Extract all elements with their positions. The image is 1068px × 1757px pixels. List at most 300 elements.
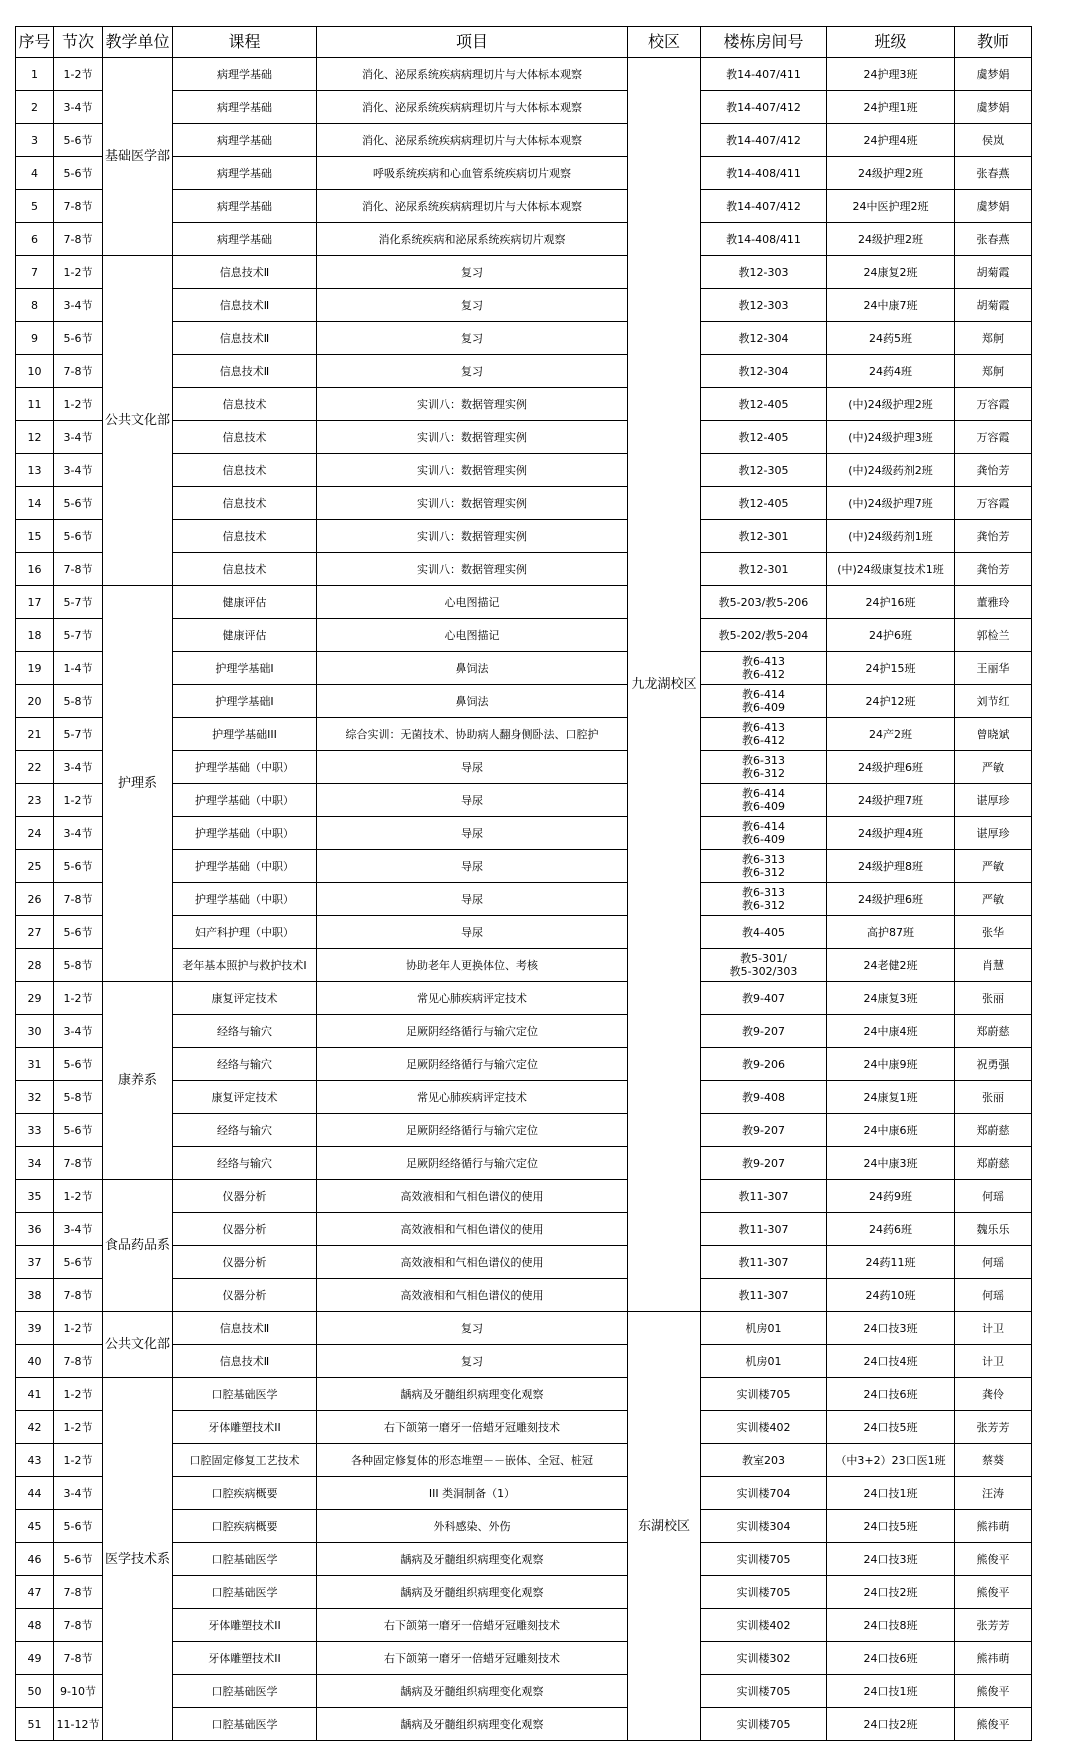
row-course: 口腔疾病概要 bbox=[173, 1510, 317, 1543]
row-course: 口腔基础医学 bbox=[173, 1378, 317, 1411]
row-class: 24口技5班 bbox=[827, 1510, 955, 1543]
row-number: 21 bbox=[16, 718, 54, 751]
row-item: 心电图描记 bbox=[317, 586, 628, 619]
row-item: III 类洞制备（1） bbox=[317, 1477, 628, 1510]
row-room: 教12-304 bbox=[701, 355, 827, 388]
table-row bbox=[16, 586, 1032, 619]
row-campus: 九龙湖校区 bbox=[628, 58, 701, 1312]
row-class: (中)24级康复技术1班 bbox=[827, 553, 955, 586]
row-number: 6 bbox=[16, 223, 54, 256]
row-item: 足厥阴经络循行与输穴定位 bbox=[317, 1147, 628, 1180]
row-room: 教6-313 教6-312 bbox=[701, 751, 827, 784]
row-period: 7-8节 bbox=[54, 883, 103, 916]
row-course: 仪器分析 bbox=[173, 1279, 317, 1312]
row-item: 消化、泌尿系统疾病病理切片与大体标本观察 bbox=[317, 58, 628, 91]
row-number: 39 bbox=[16, 1312, 54, 1345]
row-course: 信息技术Ⅱ bbox=[173, 355, 317, 388]
row-room: 教14-407/411 bbox=[701, 58, 827, 91]
row-room: 教6-414 教6-409 bbox=[701, 784, 827, 817]
row-number: 18 bbox=[16, 619, 54, 652]
row-room: 教12-301 bbox=[701, 553, 827, 586]
row-course: 口腔基础医学 bbox=[173, 1543, 317, 1576]
row-teacher: 熊俊平 bbox=[955, 1675, 1032, 1708]
row-class: 24口技1班 bbox=[827, 1477, 955, 1510]
row-teacher: 虞梦娟 bbox=[955, 91, 1032, 124]
row-teacher: 谌厚珍 bbox=[955, 817, 1032, 850]
row-item: 龋病及牙髓组织病理变化观察 bbox=[317, 1543, 628, 1576]
row-class: (中)24级药剂1班 bbox=[827, 520, 955, 553]
row-room: 教9-207 bbox=[701, 1147, 827, 1180]
row-teacher: 胡菊霞 bbox=[955, 256, 1032, 289]
row-item: 复习 bbox=[317, 256, 628, 289]
row-number: 31 bbox=[16, 1048, 54, 1081]
row-item: 实训八：数据管理实例 bbox=[317, 553, 628, 586]
row-course: 护理学基础（中职） bbox=[173, 850, 317, 883]
row-teacher: 熊祎萌 bbox=[955, 1510, 1032, 1543]
row-teacher: 张芳芳 bbox=[955, 1609, 1032, 1642]
row-teacher: 张春燕 bbox=[955, 223, 1032, 256]
row-teacher: 严敏 bbox=[955, 751, 1032, 784]
row-room: 教5-301/ 教5-302/303 bbox=[701, 949, 827, 982]
table-row bbox=[16, 256, 1032, 289]
row-period: 7-8节 bbox=[54, 1576, 103, 1609]
row-number: 13 bbox=[16, 454, 54, 487]
row-item: 导尿 bbox=[317, 916, 628, 949]
row-course: 信息技术 bbox=[173, 454, 317, 487]
schedule-body bbox=[16, 58, 1032, 1741]
row-teacher: 郑蔚慈 bbox=[955, 1114, 1032, 1147]
row-item: 消化、泌尿系统疾病病理切片与大体标本观察 bbox=[317, 124, 628, 157]
row-item: 鼻饲法 bbox=[317, 652, 628, 685]
row-number: 34 bbox=[16, 1147, 54, 1180]
row-number: 23 bbox=[16, 784, 54, 817]
row-item: 消化、泌尿系统疾病病理切片与大体标本观察 bbox=[317, 190, 628, 223]
row-teacher: 熊祎萌 bbox=[955, 1642, 1032, 1675]
row-course: 牙体雕塑技术II bbox=[173, 1642, 317, 1675]
row-class: 24口技6班 bbox=[827, 1378, 955, 1411]
row-course: 健康评估 bbox=[173, 586, 317, 619]
row-room: 教12-405 bbox=[701, 421, 827, 454]
row-room: 实训楼705 bbox=[701, 1576, 827, 1609]
row-class: 24护12班 bbox=[827, 685, 955, 718]
row-teacher: 龚怡芳 bbox=[955, 553, 1032, 586]
row-room: 教9-207 bbox=[701, 1015, 827, 1048]
row-course: 口腔基础医学 bbox=[173, 1708, 317, 1741]
row-teacher: 万容霞 bbox=[955, 421, 1032, 454]
row-period: 3-4节 bbox=[54, 421, 103, 454]
row-teacher: 万容霞 bbox=[955, 487, 1032, 520]
row-class: 24口技2班 bbox=[827, 1708, 955, 1741]
row-item: 消化、泌尿系统疾病病理切片与大体标本观察 bbox=[317, 91, 628, 124]
row-course: 口腔基础医学 bbox=[173, 1675, 317, 1708]
row-period: 1-2节 bbox=[54, 58, 103, 91]
row-room: 教11-307 bbox=[701, 1180, 827, 1213]
row-unit: 康养系 bbox=[103, 982, 173, 1180]
row-number: 17 bbox=[16, 586, 54, 619]
row-teacher: 计卫 bbox=[955, 1345, 1032, 1378]
row-item: 导尿 bbox=[317, 751, 628, 784]
row-period: 3-4节 bbox=[54, 1015, 103, 1048]
row-room: 教14-408/411 bbox=[701, 223, 827, 256]
row-period: 7-8节 bbox=[54, 1279, 103, 1312]
row-course: 经络与输穴 bbox=[173, 1048, 317, 1081]
row-period: 5-8节 bbox=[54, 949, 103, 982]
row-course: 病理学基础 bbox=[173, 124, 317, 157]
row-number: 11 bbox=[16, 388, 54, 421]
row-course: 护理学基础（中职） bbox=[173, 751, 317, 784]
row-teacher: 郑蔚慈 bbox=[955, 1147, 1032, 1180]
row-item: 足厥阴经络循行与输穴定位 bbox=[317, 1114, 628, 1147]
row-item: 实训八：数据管理实例 bbox=[317, 520, 628, 553]
row-teacher: 张芳芳 bbox=[955, 1411, 1032, 1444]
row-class: 24口技6班 bbox=[827, 1642, 955, 1675]
row-class: (中)24级护理2班 bbox=[827, 388, 955, 421]
row-number: 46 bbox=[16, 1543, 54, 1576]
row-course: 护理学基础（中职） bbox=[173, 817, 317, 850]
row-teacher: 祝勇强 bbox=[955, 1048, 1032, 1081]
row-period: 1-2节 bbox=[54, 1312, 103, 1345]
row-course: 老年基本照护与救护技术I bbox=[173, 949, 317, 982]
row-room: 教9-408 bbox=[701, 1081, 827, 1114]
row-period: 7-8节 bbox=[54, 190, 103, 223]
header-item: 项目 bbox=[317, 27, 628, 58]
row-room: 教11-307 bbox=[701, 1213, 827, 1246]
row-class: 24康复3班 bbox=[827, 982, 955, 1015]
row-course: 信息技术 bbox=[173, 553, 317, 586]
row-number: 9 bbox=[16, 322, 54, 355]
row-item: 足厥阴经络循行与输穴定位 bbox=[317, 1048, 628, 1081]
row-room: 机房01 bbox=[701, 1345, 827, 1378]
row-item: 高效液相和气相色谱仪的使用 bbox=[317, 1213, 628, 1246]
row-item: 龋病及牙髓组织病理变化观察 bbox=[317, 1378, 628, 1411]
row-teacher: 胡菊霞 bbox=[955, 289, 1032, 322]
row-course: 信息技术 bbox=[173, 520, 317, 553]
row-unit: 食品药品系 bbox=[103, 1180, 173, 1312]
row-room: 教9-407 bbox=[701, 982, 827, 1015]
row-class: 24口技2班 bbox=[827, 1576, 955, 1609]
row-room: 教14-407/412 bbox=[701, 124, 827, 157]
row-period: 5-6节 bbox=[54, 1114, 103, 1147]
row-class: 24口技8班 bbox=[827, 1609, 955, 1642]
row-teacher: 肖慧 bbox=[955, 949, 1032, 982]
row-room: 教12-405 bbox=[701, 388, 827, 421]
row-number: 10 bbox=[16, 355, 54, 388]
row-number: 28 bbox=[16, 949, 54, 982]
row-teacher: 何瑶 bbox=[955, 1279, 1032, 1312]
row-class: 24药5班 bbox=[827, 322, 955, 355]
row-room: 教12-304 bbox=[701, 322, 827, 355]
header-unit: 教学单位 bbox=[103, 27, 173, 58]
row-teacher: 虞梦娟 bbox=[955, 190, 1032, 223]
row-room: 教9-206 bbox=[701, 1048, 827, 1081]
row-class: 24药11班 bbox=[827, 1246, 955, 1279]
row-course: 牙体雕塑技术II bbox=[173, 1411, 317, 1444]
row-number: 37 bbox=[16, 1246, 54, 1279]
row-item: 心电图描记 bbox=[317, 619, 628, 652]
row-item: 高效液相和气相色谱仪的使用 bbox=[317, 1180, 628, 1213]
row-teacher: 虞梦娟 bbox=[955, 58, 1032, 91]
row-class: （中3+2）23口医1班 bbox=[827, 1444, 955, 1477]
row-course: 信息技术Ⅱ bbox=[173, 289, 317, 322]
row-number: 49 bbox=[16, 1642, 54, 1675]
row-number: 27 bbox=[16, 916, 54, 949]
row-class: 24康复2班 bbox=[827, 256, 955, 289]
row-teacher: 何瑶 bbox=[955, 1246, 1032, 1279]
row-period: 9-10节 bbox=[54, 1675, 103, 1708]
row-number: 38 bbox=[16, 1279, 54, 1312]
row-class: 24级护理6班 bbox=[827, 883, 955, 916]
row-room: 教11-307 bbox=[701, 1279, 827, 1312]
row-class: 24产2班 bbox=[827, 718, 955, 751]
row-course: 口腔疾病概要 bbox=[173, 1477, 317, 1510]
row-course: 仪器分析 bbox=[173, 1246, 317, 1279]
row-item: 实训八：数据管理实例 bbox=[317, 388, 628, 421]
row-unit: 护理系 bbox=[103, 586, 173, 982]
row-room: 教6-313 教6-312 bbox=[701, 850, 827, 883]
table-row bbox=[16, 1180, 1032, 1213]
row-number: 7 bbox=[16, 256, 54, 289]
row-period: 3-4节 bbox=[54, 91, 103, 124]
row-room: 实训楼302 bbox=[701, 1642, 827, 1675]
row-number: 41 bbox=[16, 1378, 54, 1411]
row-room: 实训楼704 bbox=[701, 1477, 827, 1510]
row-class: 24口技3班 bbox=[827, 1543, 955, 1576]
row-item: 常见心肺疾病评定技术 bbox=[317, 1081, 628, 1114]
row-course: 护理学基础III bbox=[173, 718, 317, 751]
row-class: 24口技3班 bbox=[827, 1312, 955, 1345]
row-teacher: 郭检兰 bbox=[955, 619, 1032, 652]
row-class: (中)24级护理7班 bbox=[827, 487, 955, 520]
row-item: 复习 bbox=[317, 355, 628, 388]
row-period: 1-2节 bbox=[54, 1411, 103, 1444]
row-period: 7-8节 bbox=[54, 1345, 103, 1378]
row-course: 妇产科护理（中职） bbox=[173, 916, 317, 949]
row-class: 24护理4班 bbox=[827, 124, 955, 157]
row-class: 24中康7班 bbox=[827, 289, 955, 322]
row-class: 24级护理7班 bbox=[827, 784, 955, 817]
row-room: 实训楼402 bbox=[701, 1411, 827, 1444]
row-period: 7-8节 bbox=[54, 553, 103, 586]
row-item: 呼吸系统疾病和心血管系统疾病切片观察 bbox=[317, 157, 628, 190]
row-item: 综合实训：无菌技术、协助病人翻身侧卧法、口腔护 bbox=[317, 718, 628, 751]
row-item: 高效液相和气相色谱仪的使用 bbox=[317, 1246, 628, 1279]
row-course: 经络与输穴 bbox=[173, 1147, 317, 1180]
row-teacher: 谌厚珍 bbox=[955, 784, 1032, 817]
row-teacher: 张春燕 bbox=[955, 157, 1032, 190]
row-class: 24中医护理2班 bbox=[827, 190, 955, 223]
row-number: 2 bbox=[16, 91, 54, 124]
row-item: 实训八：数据管理实例 bbox=[317, 421, 628, 454]
row-teacher: 龚怡芳 bbox=[955, 454, 1032, 487]
row-room: 教14-408/411 bbox=[701, 157, 827, 190]
row-number: 30 bbox=[16, 1015, 54, 1048]
row-teacher: 王丽华 bbox=[955, 652, 1032, 685]
row-item: 常见心肺疾病评定技术 bbox=[317, 982, 628, 1015]
header-period: 节次 bbox=[54, 27, 103, 58]
row-class: 24口技5班 bbox=[827, 1411, 955, 1444]
row-class: 24护6班 bbox=[827, 619, 955, 652]
table-row bbox=[16, 1312, 1032, 1345]
row-number: 44 bbox=[16, 1477, 54, 1510]
row-course: 口腔基础医学 bbox=[173, 1576, 317, 1609]
row-teacher: 侯岚 bbox=[955, 124, 1032, 157]
row-class: 24护15班 bbox=[827, 652, 955, 685]
row-course: 信息技术 bbox=[173, 421, 317, 454]
row-teacher: 张华 bbox=[955, 916, 1032, 949]
row-item: 足厥阴经络循行与输穴定位 bbox=[317, 1015, 628, 1048]
row-course: 病理学基础 bbox=[173, 91, 317, 124]
row-number: 47 bbox=[16, 1576, 54, 1609]
row-period: 3-4节 bbox=[54, 454, 103, 487]
row-period: 5-6节 bbox=[54, 322, 103, 355]
row-item: 龋病及牙髓组织病理变化观察 bbox=[317, 1576, 628, 1609]
row-course: 信息技术 bbox=[173, 487, 317, 520]
row-number: 19 bbox=[16, 652, 54, 685]
row-period: 5-6节 bbox=[54, 850, 103, 883]
row-campus: 东湖校区 bbox=[628, 1312, 701, 1741]
row-period: 5-7节 bbox=[54, 718, 103, 751]
row-course: 护理学基础（中职） bbox=[173, 784, 317, 817]
row-teacher: 熊俊平 bbox=[955, 1543, 1032, 1576]
row-item: 右下颌第一磨牙一倍蜡牙冠雕刻技术 bbox=[317, 1609, 628, 1642]
row-period: 5-6节 bbox=[54, 916, 103, 949]
row-teacher: 何瑶 bbox=[955, 1180, 1032, 1213]
row-item: 各种固定修复体的形态堆塑－－嵌体、全冠、桩冠 bbox=[317, 1444, 628, 1477]
row-teacher: 龚怡芳 bbox=[955, 520, 1032, 553]
row-teacher: 张丽 bbox=[955, 1081, 1032, 1114]
row-number: 29 bbox=[16, 982, 54, 1015]
row-number: 42 bbox=[16, 1411, 54, 1444]
row-period: 5-6节 bbox=[54, 487, 103, 520]
row-room: 机房01 bbox=[701, 1312, 827, 1345]
row-item: 导尿 bbox=[317, 784, 628, 817]
row-period: 5-6节 bbox=[54, 124, 103, 157]
row-course: 牙体雕塑技术II bbox=[173, 1609, 317, 1642]
row-period: 5-6节 bbox=[54, 520, 103, 553]
row-room: 教14-407/412 bbox=[701, 190, 827, 223]
row-class: (中)24级护理3班 bbox=[827, 421, 955, 454]
row-course: 信息技术Ⅱ bbox=[173, 322, 317, 355]
row-room: 教12-303 bbox=[701, 256, 827, 289]
row-room: 教5-203/教5-206 bbox=[701, 586, 827, 619]
row-period: 1-2节 bbox=[54, 1180, 103, 1213]
row-teacher: 熊俊平 bbox=[955, 1576, 1032, 1609]
row-number: 26 bbox=[16, 883, 54, 916]
row-course: 病理学基础 bbox=[173, 223, 317, 256]
row-item: 复习 bbox=[317, 1312, 628, 1345]
row-room: 教6-414 教6-409 bbox=[701, 817, 827, 850]
row-number: 40 bbox=[16, 1345, 54, 1378]
row-room: 教12-305 bbox=[701, 454, 827, 487]
row-room: 教室203 bbox=[701, 1444, 827, 1477]
row-course: 信息技术Ⅱ bbox=[173, 1312, 317, 1345]
row-teacher: 曾晓斌 bbox=[955, 718, 1032, 751]
row-item: 高效液相和气相色谱仪的使用 bbox=[317, 1279, 628, 1312]
row-period: 7-8节 bbox=[54, 1642, 103, 1675]
row-number: 35 bbox=[16, 1180, 54, 1213]
row-course: 经络与输穴 bbox=[173, 1015, 317, 1048]
row-period: 1-2节 bbox=[54, 388, 103, 421]
row-class: 24药6班 bbox=[827, 1213, 955, 1246]
row-room: 教6-413 教6-412 bbox=[701, 652, 827, 685]
row-room: 实训楼705 bbox=[701, 1708, 827, 1741]
row-number: 4 bbox=[16, 157, 54, 190]
row-room: 实训楼705 bbox=[701, 1543, 827, 1576]
row-item: 复习 bbox=[317, 322, 628, 355]
row-period: 5-6节 bbox=[54, 1543, 103, 1576]
row-period: 3-4节 bbox=[54, 817, 103, 850]
table-row bbox=[16, 58, 1032, 91]
row-room: 教12-301 bbox=[701, 520, 827, 553]
row-item: 复习 bbox=[317, 289, 628, 322]
row-class: 24口技1班 bbox=[827, 1675, 955, 1708]
row-teacher: 郑舸 bbox=[955, 355, 1032, 388]
row-room: 教5-202/教5-204 bbox=[701, 619, 827, 652]
row-course: 病理学基础 bbox=[173, 58, 317, 91]
row-room: 实训楼304 bbox=[701, 1510, 827, 1543]
row-class: 24药4班 bbox=[827, 355, 955, 388]
header-no: 序号 bbox=[16, 27, 54, 58]
row-period: 5-7节 bbox=[54, 586, 103, 619]
row-period: 11-12节 bbox=[54, 1708, 103, 1741]
row-item: 实训八：数据管理实例 bbox=[317, 487, 628, 520]
row-item: 鼻饲法 bbox=[317, 685, 628, 718]
row-period: 1-2节 bbox=[54, 784, 103, 817]
row-number: 5 bbox=[16, 190, 54, 223]
row-period: 3-4节 bbox=[54, 751, 103, 784]
row-teacher: 龚伶 bbox=[955, 1378, 1032, 1411]
row-teacher: 严敏 bbox=[955, 883, 1032, 916]
row-period: 5-7节 bbox=[54, 619, 103, 652]
row-class: 24中康4班 bbox=[827, 1015, 955, 1048]
row-item: 导尿 bbox=[317, 883, 628, 916]
row-period: 5-8节 bbox=[54, 685, 103, 718]
row-class: 24级护理2班 bbox=[827, 223, 955, 256]
schedule-table bbox=[15, 26, 1032, 1741]
row-room: 教11-307 bbox=[701, 1246, 827, 1279]
row-number: 15 bbox=[16, 520, 54, 553]
row-room: 实训楼705 bbox=[701, 1675, 827, 1708]
header-teacher: 教师 bbox=[955, 27, 1032, 58]
row-course: 仪器分析 bbox=[173, 1180, 317, 1213]
row-period: 7-8节 bbox=[54, 223, 103, 256]
row-period: 7-8节 bbox=[54, 1147, 103, 1180]
row-room: 教6-413 教6-412 bbox=[701, 718, 827, 751]
row-teacher: 董雅玲 bbox=[955, 586, 1032, 619]
row-room: 教9-207 bbox=[701, 1114, 827, 1147]
row-number: 14 bbox=[16, 487, 54, 520]
row-room: 教14-407/412 bbox=[701, 91, 827, 124]
row-number: 20 bbox=[16, 685, 54, 718]
row-period: 5-6节 bbox=[54, 1048, 103, 1081]
row-number: 1 bbox=[16, 58, 54, 91]
row-teacher: 刘节红 bbox=[955, 685, 1032, 718]
row-number: 8 bbox=[16, 289, 54, 322]
row-room: 实训楼705 bbox=[701, 1378, 827, 1411]
row-item: 导尿 bbox=[317, 850, 628, 883]
row-period: 1-2节 bbox=[54, 256, 103, 289]
header-course: 课程 bbox=[173, 27, 317, 58]
row-item: 外科感染、外伤 bbox=[317, 1510, 628, 1543]
row-number: 12 bbox=[16, 421, 54, 454]
row-period: 3-4节 bbox=[54, 1477, 103, 1510]
row-teacher: 郑蔚慈 bbox=[955, 1015, 1032, 1048]
row-course: 护理学基础I bbox=[173, 685, 317, 718]
row-number: 3 bbox=[16, 124, 54, 157]
row-number: 50 bbox=[16, 1675, 54, 1708]
row-teacher: 计卫 bbox=[955, 1312, 1032, 1345]
header-row bbox=[16, 27, 1032, 58]
